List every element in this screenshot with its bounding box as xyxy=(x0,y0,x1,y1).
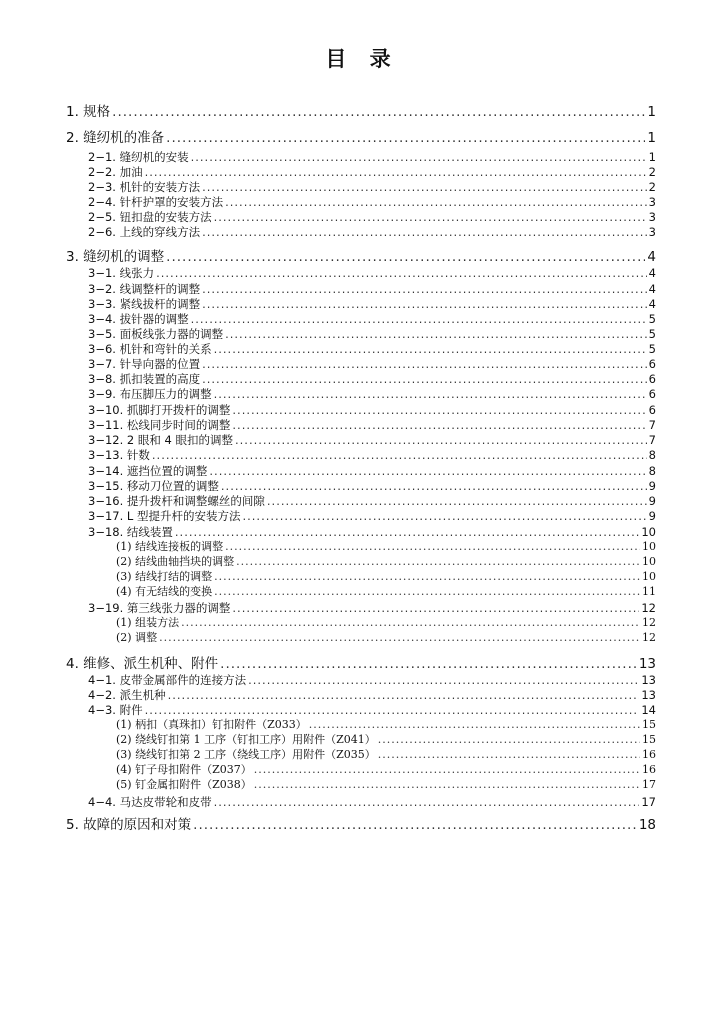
dot-leader xyxy=(267,494,647,508)
toc-entry-label: (2) 调整 xyxy=(116,631,158,644)
dot-leader xyxy=(232,403,646,417)
toc-entry-label: 3. 缝纫机的调整 xyxy=(66,249,165,265)
toc-entry[interactable] xyxy=(66,104,656,121)
toc-entry-page-number: 1 xyxy=(647,104,656,120)
toc-entry[interactable] xyxy=(88,372,656,386)
dot-leader xyxy=(202,225,647,239)
toc-entry-page-number: 4 xyxy=(647,249,656,265)
toc-entry-page-number: 2 xyxy=(648,165,656,179)
toc-entry-label: 3−11. 松线同步时间的调整 xyxy=(88,418,231,432)
toc-entry[interactable] xyxy=(88,525,656,539)
dot-leader xyxy=(202,372,647,386)
toc-entry[interactable] xyxy=(88,195,656,209)
toc-entry-page-number: 12 xyxy=(642,616,656,629)
toc-entry-page-number: 15 xyxy=(642,733,656,746)
dot-leader xyxy=(159,631,640,645)
toc-entry-page-number: 4 xyxy=(648,266,656,280)
toc-entry[interactable] xyxy=(88,448,656,462)
toc-entry-page-number: 13 xyxy=(641,688,656,702)
dot-leader xyxy=(232,601,639,615)
dot-leader xyxy=(248,673,639,687)
toc-entry[interactable] xyxy=(88,266,656,280)
toc-entry-page-number: 13 xyxy=(638,656,656,672)
toc-entry-page-number: 2 xyxy=(648,180,656,194)
toc-entry-label: 3−19. 第三线张力器的调整 xyxy=(88,601,231,615)
toc-entry-page-number: 7 xyxy=(648,433,656,447)
toc-entry-page-number: 12 xyxy=(641,601,656,615)
toc-entry[interactable] xyxy=(88,210,656,224)
toc-entry-label: 4−4. 马达皮带轮和皮带 xyxy=(88,795,212,809)
toc-entry-page-number: 4 xyxy=(648,297,656,311)
toc-entry-label: 3−15. 移动刀位置的调整 xyxy=(88,479,219,493)
toc-entry-page-number: 1 xyxy=(648,150,656,164)
toc-entry[interactable] xyxy=(88,433,656,447)
toc-entry-page-number: 16 xyxy=(642,763,656,776)
toc-entry-label: 3−2. 线调整杆的调整 xyxy=(88,282,201,296)
toc-entry[interactable] xyxy=(116,763,656,777)
toc-entry-page-number: 11 xyxy=(642,585,656,598)
toc-entry-page-number: 12 xyxy=(642,631,656,644)
toc-entry[interactable] xyxy=(116,631,656,645)
toc-entry[interactable] xyxy=(88,327,656,341)
toc-entry-label: 4−2. 派生机种 xyxy=(88,688,166,702)
toc-entry-page-number: 15 xyxy=(642,718,656,731)
toc-entry[interactable] xyxy=(116,540,656,554)
dot-leader xyxy=(221,479,647,493)
dot-leader xyxy=(236,555,640,569)
toc-entry-page-number: 5 xyxy=(648,327,656,341)
dot-leader xyxy=(145,165,647,179)
toc-entry-page-number: 4 xyxy=(648,282,656,296)
dot-leader xyxy=(202,297,647,311)
toc-entry-label: (5) 钉金属扣附件（Z038） xyxy=(116,778,252,791)
toc-entry[interactable] xyxy=(66,817,656,834)
toc-entry-page-number: 10 xyxy=(642,540,656,553)
toc-entry-label: 2−5. 钮扣盘的安装方法 xyxy=(88,210,212,224)
toc-entry-page-number: 16 xyxy=(642,748,656,761)
dot-leader xyxy=(254,763,640,777)
toc-entry-page-number: 3 xyxy=(648,210,656,224)
toc-entry[interactable] xyxy=(116,778,656,792)
dot-leader xyxy=(225,327,647,341)
page-title: 目 录 xyxy=(325,47,399,71)
toc-entry-label: 3−13. 针数 xyxy=(88,448,150,462)
toc-entry-page-number: 1 xyxy=(647,130,656,146)
toc-entry[interactable] xyxy=(88,150,656,164)
dot-leader xyxy=(202,180,647,194)
toc-entry-label: 2−6. 上线的穿线方法 xyxy=(88,225,201,239)
toc-entry-label: 3−10. 抓脚打开拨杆的调整 xyxy=(88,403,231,417)
toc-entry[interactable] xyxy=(66,249,656,266)
toc-entry[interactable] xyxy=(88,509,656,523)
toc-entry-label: (2) 绕线钉扣第 1 工序（钉扣工序）用附件（Z041） xyxy=(116,733,376,746)
toc-entry-page-number: 13 xyxy=(641,673,656,687)
toc-entry[interactable] xyxy=(88,342,656,356)
toc-entry-page-number: 10 xyxy=(642,555,656,568)
toc-entry[interactable] xyxy=(88,494,656,508)
toc-entry[interactable] xyxy=(116,733,656,747)
toc-entry-label: 3−12. 2 眼和 4 眼扣的调整 xyxy=(88,433,233,447)
dot-leader xyxy=(209,464,646,478)
toc-entry[interactable] xyxy=(116,555,656,569)
toc-entry-page-number: 10 xyxy=(642,570,656,583)
toc-entry-label: 1. 规格 xyxy=(66,104,111,120)
toc-entry[interactable] xyxy=(88,282,656,296)
toc-entry-label: (3) 结线打结的调整 xyxy=(116,570,213,583)
toc-entry[interactable] xyxy=(88,357,656,371)
toc-entry-label: 3−3. 紧线拔杆的调整 xyxy=(88,297,201,311)
toc-entry-page-number: 3 xyxy=(648,225,656,239)
toc-entry-label: (4) 钉子母扣附件（Z037） xyxy=(116,763,252,776)
toc-entry-page-number: 9 xyxy=(648,509,656,523)
toc-entry-label: 3−16. 提升拨杆和调整螺丝的间隙 xyxy=(88,494,265,508)
toc-entry-label: 4−1. 皮带金属部件的连接方法 xyxy=(88,673,247,687)
dot-leader xyxy=(378,733,640,747)
toc-entry[interactable] xyxy=(88,673,656,687)
dot-leader xyxy=(225,195,647,209)
toc-entry-page-number: 5 xyxy=(648,342,656,356)
toc-entry[interactable] xyxy=(66,130,656,147)
toc-entry[interactable] xyxy=(88,312,656,326)
dot-leader xyxy=(181,616,640,630)
dot-leader xyxy=(214,342,647,356)
dot-leader xyxy=(191,312,647,326)
toc-entry-label: (1) 柄扣（真珠扣）钉扣附件（Z033） xyxy=(116,718,307,731)
toc-entry-label: 3−1. 线张力 xyxy=(88,266,155,280)
dot-leader xyxy=(214,570,640,584)
toc-entry-label: 3−14. 遮挡位置的调整 xyxy=(88,464,208,478)
toc-entry-label: 3−5. 面板线张力器的调整 xyxy=(88,327,224,341)
toc-entry[interactable] xyxy=(116,585,656,599)
toc-entry-label: 3−9. 布压脚压力的调整 xyxy=(88,387,212,401)
toc-entry[interactable] xyxy=(88,601,656,615)
toc-entry-label: (3) 绕线钉扣第 2 工序（绕线工序）用附件（Z035） xyxy=(116,748,376,761)
toc-entry-label: 3−17. L 型提升杆的安装方法 xyxy=(88,509,241,523)
toc-entry[interactable] xyxy=(88,479,656,493)
toc-entry-page-number: 3 xyxy=(648,195,656,209)
toc-entry[interactable] xyxy=(88,165,656,179)
toc-entry-page-number: 8 xyxy=(648,448,656,462)
toc-entry-page-number: 6 xyxy=(648,372,656,386)
toc-entry-page-number: 18 xyxy=(638,817,656,833)
toc-entry-page-number: 6 xyxy=(648,357,656,371)
dot-leader xyxy=(202,282,647,296)
toc-entry-page-number: 9 xyxy=(648,479,656,493)
dot-leader xyxy=(214,585,640,599)
toc-entry-page-number: 17 xyxy=(641,795,656,809)
dot-leader xyxy=(254,778,640,792)
toc-entry-page-number: 9 xyxy=(648,494,656,508)
toc-entry-label: (1) 组装方法 xyxy=(116,616,180,629)
toc-entry[interactable] xyxy=(88,387,656,401)
dot-leader xyxy=(168,688,640,702)
toc-entry-label: 4−3. 附件 xyxy=(88,703,143,717)
dot-leader xyxy=(166,249,645,266)
toc-entry-label: 4. 维修、派生机种、附件 xyxy=(66,656,219,672)
dot-leader xyxy=(214,795,640,809)
toc-entry-page-number: 17 xyxy=(642,778,656,791)
toc-entry[interactable] xyxy=(88,403,656,417)
dot-leader xyxy=(112,104,645,121)
toc-entry-label: (2) 结线曲轴挡块的调整 xyxy=(116,555,235,568)
toc-entry-label: 3−18. 结线装置 xyxy=(88,525,173,539)
dot-leader xyxy=(242,509,646,523)
toc-entry-page-number: 6 xyxy=(648,387,656,401)
toc-entry-label: 2. 缝纫机的准备 xyxy=(66,130,165,146)
dot-leader xyxy=(152,448,647,462)
toc-entry[interactable] xyxy=(66,656,656,673)
toc-entry[interactable] xyxy=(88,795,656,809)
toc-entry-label: 2−1. 缝纫机的安装 xyxy=(88,150,189,164)
dot-leader xyxy=(214,387,647,401)
toc-entry[interactable] xyxy=(116,718,656,732)
toc-entry[interactable] xyxy=(88,688,656,702)
dot-leader xyxy=(175,525,639,539)
dot-leader xyxy=(193,817,637,834)
dot-leader xyxy=(235,433,647,447)
toc-entry-page-number: 8 xyxy=(648,464,656,478)
dot-leader xyxy=(145,703,640,717)
toc-entry-label: 2−4. 针杆护罩的安装方法 xyxy=(88,195,224,209)
toc-entry-label: (4) 有无结线的变换 xyxy=(116,585,213,598)
dot-leader xyxy=(309,718,640,732)
toc-entry-label: 2−3. 机针的安装方法 xyxy=(88,180,201,194)
toc-entry-label: 5. 故障的原因和对策 xyxy=(66,817,192,833)
toc-entry[interactable] xyxy=(88,703,656,717)
toc-entry[interactable] xyxy=(88,464,656,478)
toc-entry[interactable] xyxy=(88,225,656,239)
toc-entry[interactable] xyxy=(88,297,656,311)
dot-leader xyxy=(166,130,645,147)
toc-entry[interactable] xyxy=(116,570,656,584)
toc-entry[interactable] xyxy=(88,180,656,194)
dot-leader xyxy=(225,540,640,554)
toc-entry-page-number: 10 xyxy=(641,525,656,539)
toc-entry-label: 3−8. 抓扣装置的高度 xyxy=(88,372,201,386)
toc-entry-page-number: 5 xyxy=(648,312,656,326)
toc-entry-page-number: 6 xyxy=(648,403,656,417)
toc-entry-label: 3−4. 拔针器的调整 xyxy=(88,312,189,326)
toc-entry-page-number: 14 xyxy=(641,703,656,717)
toc-entry[interactable] xyxy=(116,748,656,762)
toc-entry[interactable] xyxy=(116,616,656,630)
toc-entry-label: 3−7. 针导向器的位置 xyxy=(88,357,201,371)
dot-leader xyxy=(232,418,646,432)
toc-entry[interactable] xyxy=(88,418,656,432)
toc-entry-label: 2−2. 加油 xyxy=(88,165,143,179)
toc-entry-page-number: 7 xyxy=(648,418,656,432)
dot-leader xyxy=(214,210,647,224)
dot-leader xyxy=(220,656,637,673)
dot-leader xyxy=(156,266,647,280)
toc-entry-label: (1) 结线连接板的调整 xyxy=(116,540,224,553)
dot-leader xyxy=(378,748,640,762)
dot-leader xyxy=(202,357,647,371)
toc-entry-label: 3−6. 机针和弯针的关系 xyxy=(88,342,212,356)
dot-leader xyxy=(191,150,647,164)
